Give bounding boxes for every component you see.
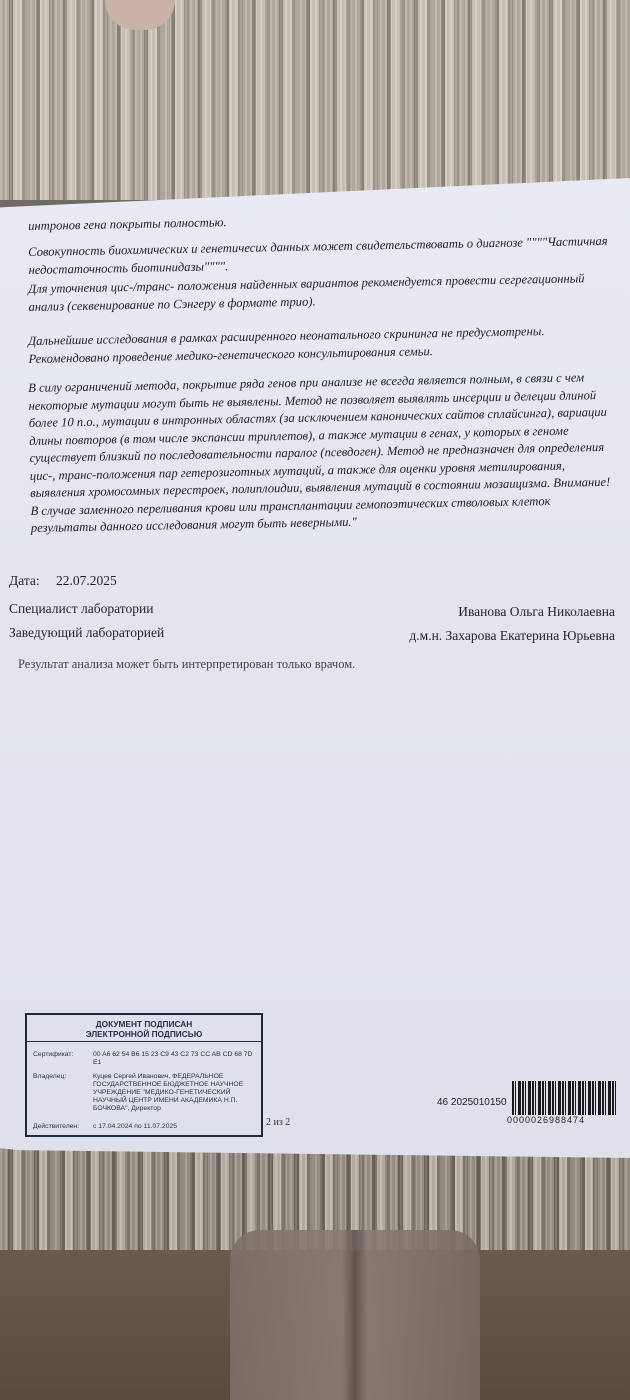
signature-title-line1: ДОКУМЕНТ ПОДПИСАН — [95, 1019, 193, 1029]
specialist-name: Иванова Ольга Николаевна — [458, 604, 615, 619]
method-limitations-paragraph — [28, 369, 616, 538]
date-value: 22.07.2025 — [56, 573, 117, 588]
further-research-text: Дальнейшие исследования в рамках расширенного неонатального скрининга не предусмотрены. Рекомендовано проведение медико-генетического консультирования семьи. — [28, 324, 545, 366]
legs-background — [230, 1230, 480, 1400]
segregation-text: Для уточнения цис-/транс- положения найденных вариантов рекомендуется провести сегрегационный анализ (секвенирование по Сэнгеру в формате трио). — [28, 271, 585, 314]
electronic-signature-box — [25, 1013, 263, 1137]
specialist-label: Специалист лаборатории — [9, 601, 154, 616]
owner-label: Владелец: — [33, 1073, 67, 1080]
signature-title — [27, 1015, 261, 1042]
cert-label: Сертификат: — [33, 1051, 74, 1058]
disclaimer: Результат анализа может быть интерпретирован только врачом. — [18, 657, 356, 671]
head-label: Заведующий лабораторией — [9, 625, 165, 640]
date-label: Дата: — [9, 573, 40, 588]
owner-value: Куцев Сергей Иванович, ФЕДЕРАЛЬНОЕ ГОСУДАРСТВЕННОЕ БЮДЖЕТНОЕ НАУЧНОЕ УЧРЕЖДЕНИЕ "МЕДИКО-ГЕНЕТИЧЕСКИЙ НАУЧНЫЙ ЦЕНТР ИМЕНИ АКАДЕМИКА Н.П. БОЧКОВА", Директор — [93, 1073, 244, 1112]
intro-text: интронов гена покрыты полностью. — [28, 215, 227, 233]
cert-value: 00 A6 62 54 B6 15 23 C9 43 C2 73 CC AB CD 68 7D E1 — [93, 1051, 253, 1066]
page-indicator: 2 из 2 — [266, 1117, 291, 1128]
valid-value: с 17.04.2024 по 11.07.2025 — [93, 1123, 178, 1130]
method-limitations-text: В силу ограничений метода, покрытие ряда генов при анализе не всегда является полным, в связи с чем некоторые мутации могут быть не выявлены. Метод не позволяет выявлять инсерции и делеции длиной более 10 п.о., мутации в интронных областях (за исключением канонических сайтов сплайсинга), вариации длины повторов (в том числе экспансии триплетов), а также мутации в генах, у которых в геноме существует близкий по последовательности паралог (псевдоген). Метод не предназначен для определения цис-, транс-положения пар гетерозиготных мутаций, а также для оценки уровня метилирования, выявления хромосомных перестроек, полиплоидии, выявления мутаций в состоянии мозаицизма. Внимание! В случае заменного переливания крови или трансплантации гемопоэтических стволовых клеток результаты данного исследования могут быть неверными." — [28, 370, 611, 535]
barcode-number: 0000026988474 — [507, 1115, 586, 1125]
document-number: 46 2025010150 — [437, 1097, 507, 1108]
fabric-background-top — [0, 0, 630, 200]
signature-title-line2: ЭЛЕКТРОННОЙ ПОДПИСЬЮ — [85, 1029, 203, 1039]
diagnosis-text: Совокупность биохимических и генетичесих данных может свидетельствовать о диагнозе """"Частичная недостаточность биотинидазы"""". — [28, 233, 608, 277]
barcode — [512, 1081, 617, 1115]
valid-label: Действителен: — [33, 1123, 80, 1130]
head-name: д.м.н. Захарова Екатерина Юрьевна — [409, 628, 615, 643]
